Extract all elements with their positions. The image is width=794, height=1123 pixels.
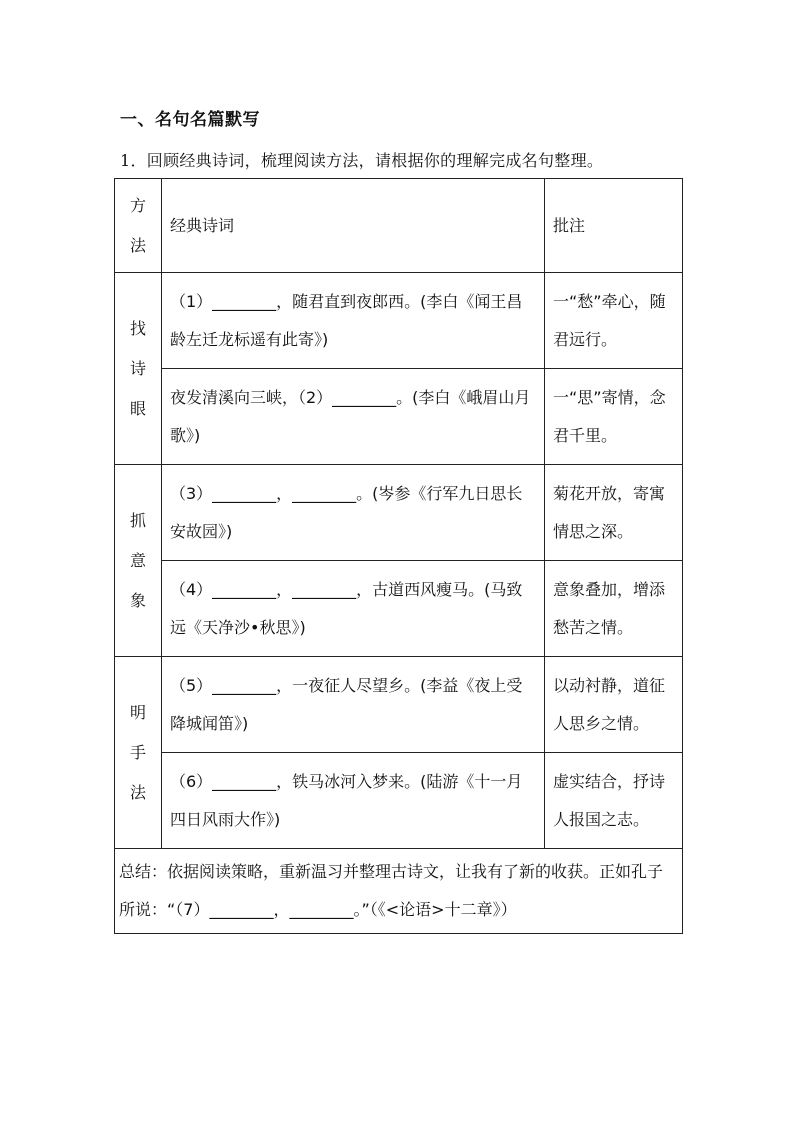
poem-cell: （6）________，铁马冰河入梦来。(陆游《十一月四日风雨大作》) xyxy=(162,753,545,849)
method-cell-1: 找诗眼 xyxy=(115,273,162,465)
poem-cell: 夜发清溪向三峡，（2）________。(李白《峨眉山月歌》) xyxy=(162,369,545,465)
note-cell: 以动衬静，道征人思乡之情。 xyxy=(545,657,683,753)
header-poem: 经典诗词 xyxy=(162,179,545,273)
poem-cell: （1）________，随君直到夜郎西。(李白《闻王昌龄左迁龙标遥有此寄》) xyxy=(162,273,545,369)
section-title: 一、名句名篇默写 xyxy=(120,110,260,130)
header-method: 方法 xyxy=(115,179,162,273)
poem-table xyxy=(114,178,683,934)
table-row xyxy=(115,753,683,849)
note-cell: 意象叠加，增添愁苦之情。 xyxy=(545,561,683,657)
poem-cell: （4）________，________，古道西风瘦马。(马致远《天净沙•秋思》) xyxy=(162,561,545,657)
table-row xyxy=(115,369,683,465)
table-header-row xyxy=(115,179,683,273)
question-text: 1．回顾经典诗词，梳理阅读方法，请根据你的理解完成名句整理。 xyxy=(120,151,604,170)
note-cell: 虚实结合，抒诗人报国之志。 xyxy=(545,753,683,849)
header-note: 批注 xyxy=(545,179,683,273)
method-cell-3: 明手法 xyxy=(115,657,162,849)
note-cell: 一“愁”牵心，随君远行。 xyxy=(545,273,683,369)
table-row xyxy=(115,273,683,369)
note-cell: 一“思”寄情，念君千里。 xyxy=(545,369,683,465)
poem-cell: （3）________，________。(岑参《行军九日思长安故园》) xyxy=(162,465,545,561)
note-cell: 菊花开放，寄寓情思之深。 xyxy=(545,465,683,561)
table-row xyxy=(115,561,683,657)
summary-row xyxy=(115,849,683,934)
table-row xyxy=(115,657,683,753)
poem-cell: （5）________，一夜征人尽望乡。(李益《夜上受降城闻笛》) xyxy=(162,657,545,753)
table-row xyxy=(115,465,683,561)
summary-cell: 总结：依据阅读策略，重新温习并整理古诗文，让我有了新的收获。正如孔子所说：“（7）________，________。”（《<论语>十二章》） xyxy=(115,849,683,934)
method-cell-2: 抓意象 xyxy=(115,465,162,657)
